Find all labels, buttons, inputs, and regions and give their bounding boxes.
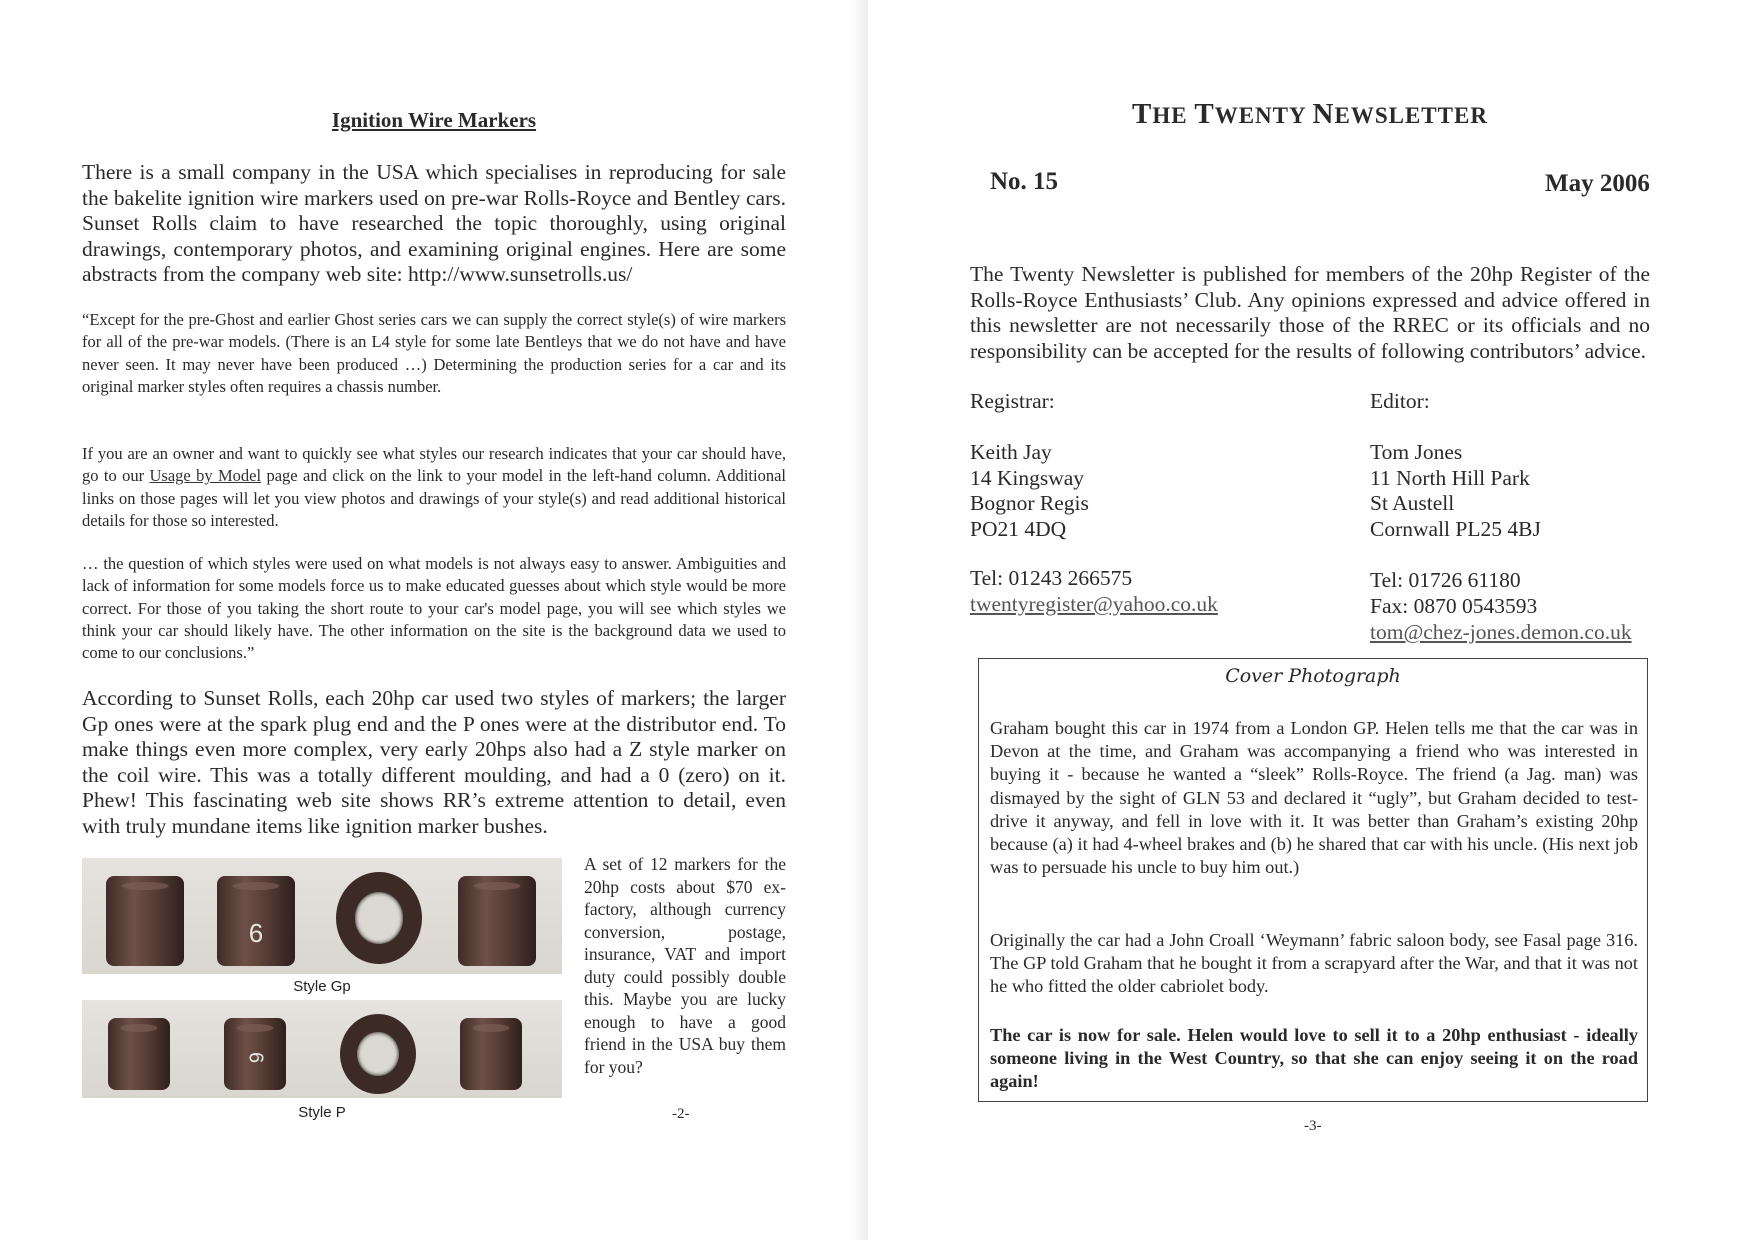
title-part-he: HE: [1152, 103, 1195, 128]
cover-photograph-heading: Cover Photograph: [1225, 665, 1401, 687]
registrar-address-2: Bognor Regis: [970, 491, 1089, 515]
registrar-postcode: PO21 4DQ: [970, 516, 1067, 541]
title-letter-t1: T: [1132, 98, 1153, 130]
editor-postcode: Cornwall PL25 4BJ: [1370, 516, 1541, 541]
p-marker-2: [224, 1018, 286, 1090]
issue-date: May 2006: [1545, 170, 1650, 197]
title-part-wenty: WENTY: [1214, 103, 1313, 128]
quote2-text-after: page and click on the link to your model in the left-hand column. Additional links on those pages will let you view photos and drawings of your style(s) and read additional historical details for those so interested.: [82, 466, 786, 530]
quote-paragraph-3: … the question of which styles were used on what models is not always easy to answer. Ambiguities and lack of information for some models force us to make educated guesses about which style would be more correct. For those of you taking the short route to your car's model page, you will see which styles we think your car should likely have. The other information on the site is the background data we used to come to our conclusions.”: [82, 554, 786, 663]
marker-photos: [82, 858, 562, 1120]
style-p-photo: [82, 1000, 562, 1098]
title-part-ewsletter: EWSLETTER: [1334, 103, 1488, 128]
intro-paragraph: There is a small company in the USA which specialises in reproducing for sale the bakelite ignition wire markers used on pre-war Rolls-Royce and Bentley cars. Sunset Rolls claim to have researched the topic thoroughly, using original drawings, contemporary photos, and examining original engines. Here are some abstracts from the company web site: http://www.sunsetrolls.us/: [82, 160, 786, 286]
registrar-name: Keith Jay: [970, 440, 1052, 464]
title-letter-t2: T: [1194, 98, 1215, 130]
editor-name: Tom Jones: [1370, 440, 1463, 464]
sunset-rolls-paragraph: According to Sunset Rolls, each 20hp car used two styles of markers; the larger Gp ones were at the spark plug end and the P ones were at the distributor end. To make things even more complex, very early 20hps also had a Z style marker on the coil wire. This was a totally different moulding, and had a 0 (zero) on it. Phew! This fascinating web site shows RR’s extreme attention to detail, even with truly mundane items like ignition marker bushes.: [82, 686, 786, 838]
editor-email-link[interactable]: tom@chez-jones.demon.co.uk: [1370, 620, 1632, 644]
gp-marker-1: [106, 876, 184, 966]
gp-marker-4: [458, 876, 536, 966]
gp-marker-number: 6: [248, 918, 264, 948]
usage-by-model-link[interactable]: Usage by Model: [149, 466, 262, 486]
right-page: [868, 0, 1752, 1240]
quote-paragraph-1: “Except for the pre-Ghost and earlier Ghost series cars we can supply the correct style(s) of wire markers for all of the pre-war models. (There is an L4 style for some late Bentleys that we do not have and have never seen. It may never have been produced …) Determining the production series for a car and its original marker styles often requires a chassis number.: [82, 310, 786, 396]
title-letter-n: N: [1312, 98, 1335, 130]
style-p-caption: Style P: [298, 1104, 346, 1121]
registrar-label: Registrar:: [970, 389, 1055, 413]
cover-photograph-box: [978, 658, 1648, 1102]
registrar-email-link[interactable]: twentyregister@yahoo.co.uk: [970, 592, 1218, 616]
marker-cost-paragraph: A set of 12 markers for the 20hp costs about $70 ex-factory, although currency conversion, postage, insurance, VAT and import duty could possibly double this. Maybe you are lucky enough to have a good friend in the USA buy them for you?: [584, 854, 786, 1077]
p-marker-4: [460, 1018, 522, 1090]
quote-paragraph-2: [82, 443, 786, 532]
page-number-left: -2-: [672, 1106, 690, 1122]
left-page: [0, 0, 868, 1240]
p-marker-number: 6: [244, 1051, 267, 1064]
editor-tel: Tel: 01726 61180: [1370, 568, 1521, 592]
editor-fax: Fax: 0870 0543593: [1370, 594, 1538, 618]
registrar-address-1: 14 Kingsway: [970, 465, 1085, 490]
p-marker-ring: [340, 1014, 416, 1094]
page-number-right: -3-: [1304, 1118, 1322, 1134]
cover-paragraph-1: Graham bought this car in 1974 from a London GP. Helen tells me that the car was in Devon at the time, and Graham was accompanying a friend who was interested in buying it - because he wanted a “sleek” Rolls-Royce. The friend (a Jag. man) was dismayed by the sight of GLN 53 and declared it “ugly”, but Graham decided to test-drive it anyway, and fell in love with it. It was better than Graham’s existing 20hp because (a) it had 4-wheel brakes and (b) he shared that car with his uncle. (His next job was to persuade his uncle to buy him out.): [990, 718, 1638, 878]
issue-number: No. 15: [990, 168, 1059, 195]
p-marker-1: [108, 1018, 170, 1090]
editor-address-1: 11 North Hill Park: [1370, 465, 1530, 490]
quote2-text-before: If you are an owner and want to quickly see what styles our research indicates that your car should have, go to our: [82, 444, 786, 486]
cover-paragraph-2: Originally the car had a John Croall ‘Weymann’ fabric saloon body, see Fasal page 316. The GP told Graham that he bought it from a scrapyard after the War, and that it was not he who fitted the older cabriolet body.: [990, 930, 1638, 997]
style-gp-photo: [82, 858, 562, 974]
article-title: Ignition Wire Markers: [331, 108, 537, 132]
style-gp-caption: Style Gp: [293, 978, 351, 995]
editor-address-2: St Austell: [1370, 491, 1455, 515]
gp-marker-ring: [336, 872, 422, 964]
newsletter-intro: The Twenty Newsletter is published for members of the 20hp Register of the Rolls-Royce Enthusiasts’ Club. Any opinions expressed and advice offered in this newsletter are not necessarily those of the RREC or its officials and no responsibility can be accepted for the results of following contributors’ advice.: [970, 262, 1650, 363]
newsletter-title: [868, 98, 1752, 131]
editor-label: Editor:: [1370, 389, 1430, 413]
gp-marker-2: [217, 876, 295, 966]
registrar-tel: Tel: 01243 266575: [970, 566, 1133, 590]
cover-sale-notice: The car is now for sale. Helen would love to sell it to a 20hp enthusiast - ideally someone living in the West Country, so that she can enjoy seeing it on the road again!: [990, 1025, 1638, 1092]
